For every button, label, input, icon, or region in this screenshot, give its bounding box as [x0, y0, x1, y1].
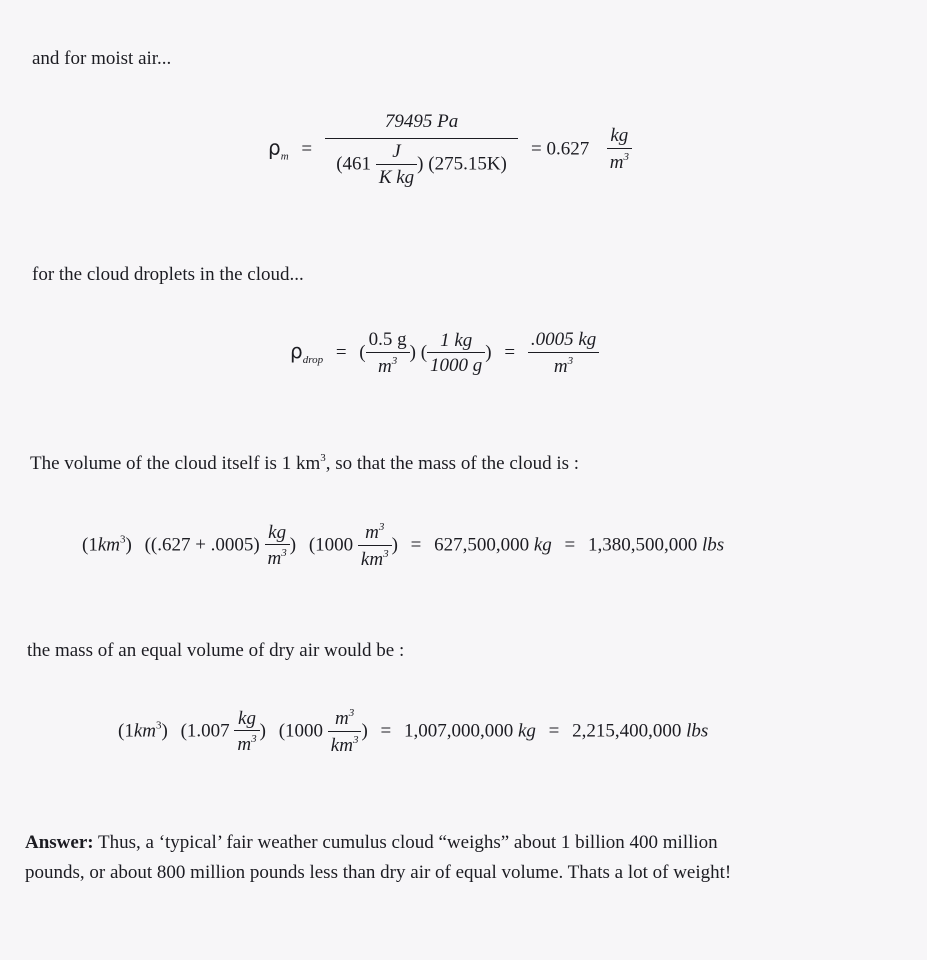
cloud-mass-lbs: 1,380,500,000	[588, 534, 698, 556]
temperature-term: ) (275.15K)	[417, 153, 507, 175]
dry-mass-lbs: 2,215,400,000	[572, 720, 682, 742]
cloud-mass-kg: 627,500,000	[434, 534, 530, 556]
result-unit	[607, 126, 632, 173]
pressure-numerator: 79495 Pa	[325, 112, 518, 139]
moist-air-intro: and for moist air...	[32, 48, 172, 69]
rho-symbol: ρ	[268, 135, 281, 160]
answer-text-1: Thus, a ‘typical’ fair weather cumulus cloud “weighs” about 1 billion 400 million	[93, 832, 718, 853]
km-conversion-unit: $\frac{m^3}{km^3}$	[328, 708, 362, 756]
volume-text-end: , so that the mass of the cloud is :	[325, 453, 580, 474]
km-conversion-term: (1000	[308, 534, 354, 556]
gram-conversion-fraction	[427, 331, 485, 377]
equals-sign: =	[301, 138, 313, 160]
result-equals: =	[530, 138, 542, 160]
answer-line-2: pounds, or about 800 million pounds less than dry air of equal volume. Thats a lot of weight!	[25, 862, 732, 883]
gas-constant-value: (461	[336, 153, 372, 175]
liquid-water-fraction: $\frac{0.5 g}{m^3}$	[366, 330, 410, 377]
km-conversion-unit: $\frac{m^3}{km^3}$	[358, 522, 392, 570]
moist-density-result: 0.627	[546, 138, 590, 160]
answer-line-1	[25, 828, 895, 858]
unit-kg: kg	[607, 126, 632, 149]
liquid-water-numerator: 0.5 g	[366, 330, 410, 353]
equals-sign: =	[335, 341, 347, 363]
unit-k-kg: K kg	[378, 166, 415, 188]
result-equals: =	[504, 341, 516, 363]
droplet-density-result: $\frac{.0005 kg}{m^3}$	[528, 330, 599, 377]
gas-constant-unit	[376, 142, 417, 188]
density-unit: $\frac{kg}{m^3}$	[265, 523, 290, 570]
answer-label: Answer:	[25, 832, 94, 853]
droplet-density-equation: $\rho_{drop}$ = ( $\frac{0.5 g}{m^3}$ ) ( $\frac{1 kg}{1000 g}$ ) = $\frac{.0005 kg}{m^3}$	[290, 330, 599, 377]
dry-air-intro: the mass of an equal volume of dry air would be :	[27, 640, 405, 661]
answer-paragraph	[25, 828, 895, 888]
dry-density-term: (1.007	[180, 720, 230, 742]
cloud-mass-equation: $(1km^3) ((.627 + .0005)$ $\frac{kg}{m^3}$ ) (1000 $\frac{m^3}{km^3}$ ) = 627,500,000 kg = 1,380,500,000 lbs	[82, 521, 725, 570]
density-fraction	[325, 112, 518, 188]
density-unit: $\frac{kg}{m^3}$	[234, 709, 259, 756]
cloud-volume-statement	[30, 452, 579, 475]
droplet-density-value: .0005 kg	[528, 330, 599, 353]
combined-density-term: ((.627 + .0005)	[144, 534, 260, 556]
unit-joule: J	[376, 142, 417, 165]
cloud-droplets-intro: for the cloud droplets in the cloud...	[32, 264, 304, 285]
volume-text: The volume of the cloud itself is 1 km	[30, 453, 321, 474]
unit-m3: $m^3$	[609, 151, 629, 174]
rho-symbol: ρ	[290, 338, 303, 363]
dry-air-mass-equation: $(1km^3)$ (1.007 $\frac{kg}{m^3}$ ) (1000 $\frac{m^3}{km^3}$ ) = 1,007,000,000 kg = 2,215,400,000 lbs	[118, 707, 709, 756]
density-denominator	[325, 139, 518, 188]
volume-exponent: 3	[320, 452, 326, 464]
dry-mass-kg: 1,007,000,000	[403, 720, 514, 742]
kg-numerator: 1 kg	[427, 331, 485, 354]
rho-subscript: drop	[302, 353, 324, 366]
km-conversion-term: (1000	[278, 720, 324, 742]
grams-denominator: 1000 g	[430, 355, 483, 377]
rho-subscript: m	[280, 150, 289, 163]
moist-air-density-equation	[268, 112, 632, 188]
